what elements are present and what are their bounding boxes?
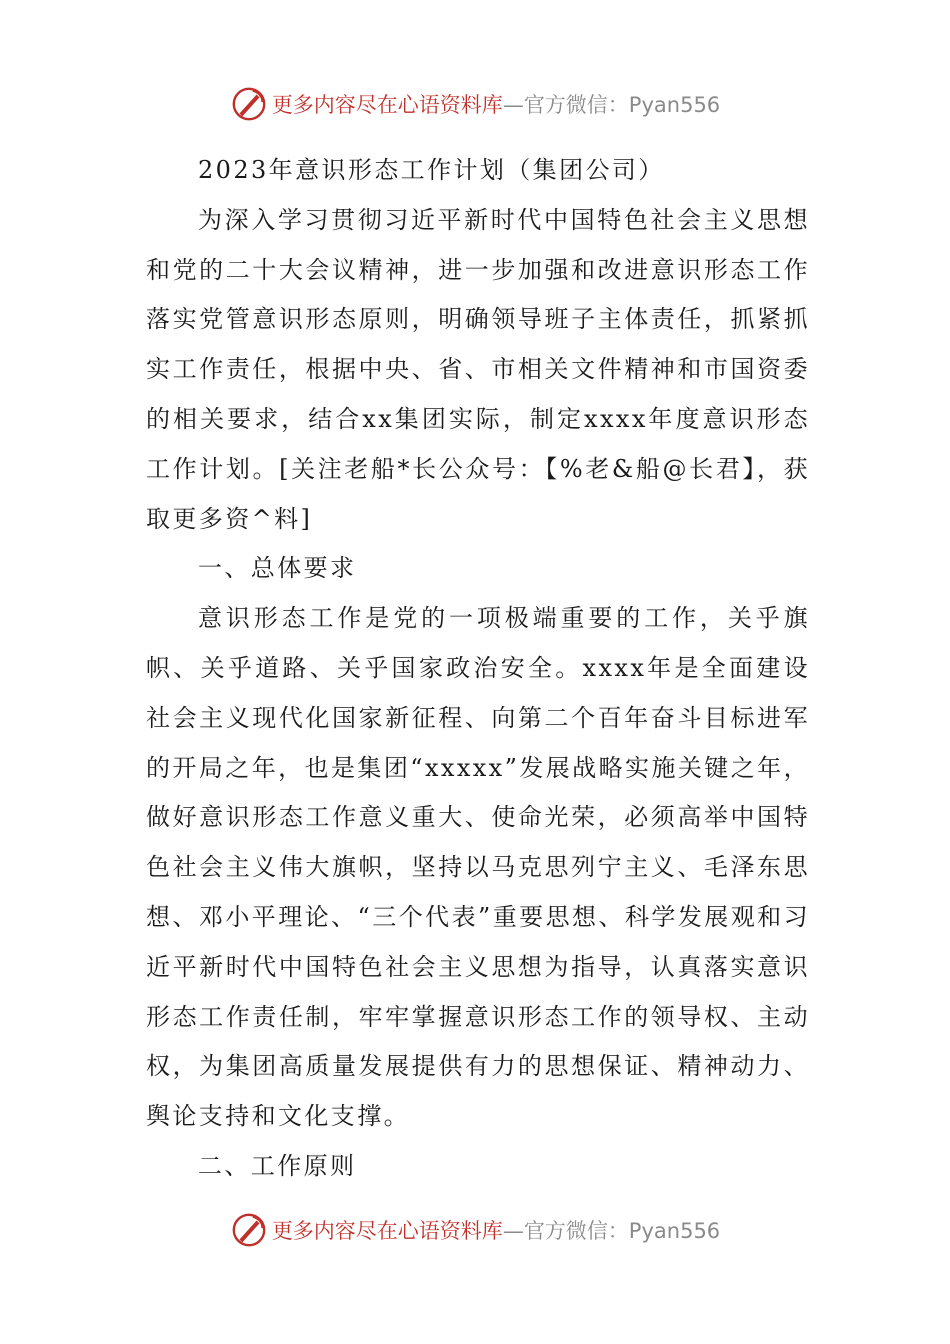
footer-watermark-banner <box>0 1210 950 1250</box>
section-1-paragraph: 意识形态工作是党的一项极端重要的工作，关乎旗帜、关乎道路、关乎国家政治安全。xxxx年是全面建设社会主义现代化国家新征程、向第二个百年奋斗目标进军的开局之年，也是集团“xxxxx”发展战略实施关键之年，做好意识形态工作意义重大、使命光荣，必须高举中国特色社会主义伟大旗帜，坚持以马克思列宁主义、毛泽东思想、邓小平理论、“三个代表”重要思想、科学发展观和习近平新时代中国特色社会主义思想为指导，认真落实意识形态工作责任制，牢牢掌握意识形态工作的领导权、主动权，为集团高质量发展提供有力的思想保证、精神动力、舆论支持和文化支撑。 <box>146 604 810 1131</box>
banner-gray-text: —官方微信：Pyan556 <box>502 1219 721 1243</box>
banner-gray-text: —官方微信：Pyan556 <box>502 93 721 117</box>
pen-logo-icon <box>230 85 268 123</box>
pen-logo-icon <box>230 1211 268 1249</box>
document-body <box>146 146 810 1192</box>
section-2-heading: 二、工作原则 <box>198 1151 357 1180</box>
section-1-heading: 一、总体要求 <box>198 554 357 583</box>
document-title: 2023年意识形态工作计划（集团公司） <box>198 156 665 184</box>
intro-paragraph: 为深入学习贯彻习近平新时代中国特色社会主义思想和党的二十大会议精神，进一步加强和改进意识形态工作落实党管意识形态原则，明确领导班子主体责任，抓紧抓实工作责任，根据中央、省、市相关文件精神和市国资委的相关要求，结合xx集团实际，制定xxxx年度意识形态工作计划。[关注老船*长公众号：【%老&船@长君】，获取更多资^料] <box>146 205 810 533</box>
banner-red-text: 更多内容尽在心语资料库 <box>271 93 503 117</box>
header-watermark-banner <box>0 84 950 124</box>
banner-red-text: 更多内容尽在心语资料库 <box>271 1219 503 1243</box>
